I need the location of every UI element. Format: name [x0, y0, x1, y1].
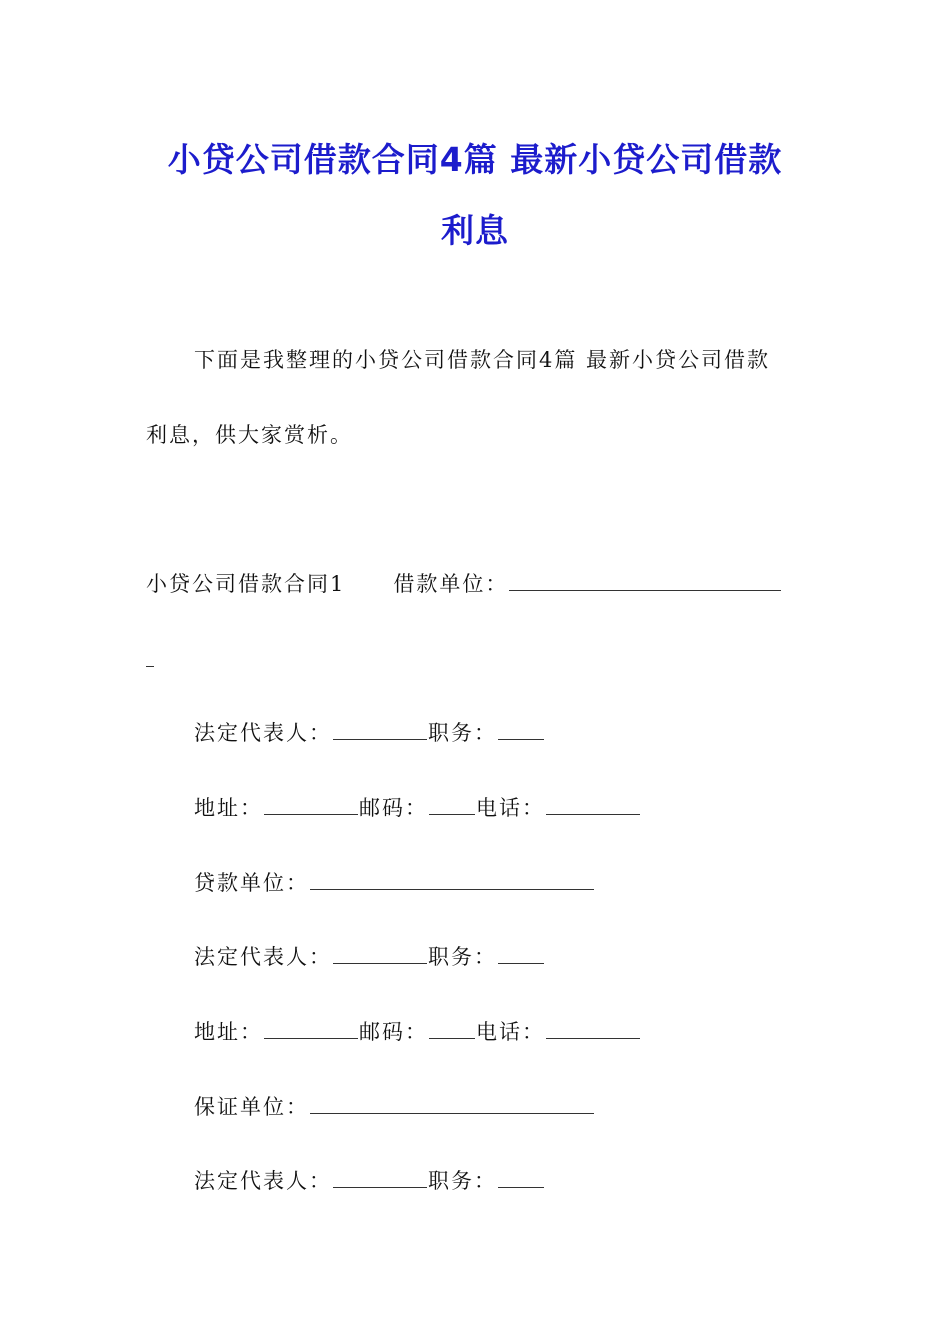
guarantor-legal-rep-row	[194, 1166, 545, 1196]
position-label: 职务：	[428, 1169, 497, 1193]
lender-address-row	[194, 1017, 641, 1047]
phone-label: 电话：	[476, 1020, 545, 1044]
postcode-label: 邮码：	[359, 796, 428, 820]
intro-paragraph-line1: 下面是我整理的小贷公司借款合同4篇 最新小贷公司借款	[194, 348, 771, 372]
address-label: 地址：	[194, 796, 263, 820]
position-blank	[498, 943, 544, 964]
borrower-address-row	[194, 793, 641, 823]
guarantor-blank	[310, 1093, 594, 1114]
phone-label: 电话：	[476, 796, 545, 820]
legal-rep-label: 法定代表人：	[194, 945, 332, 969]
borrower-legal-rep-row	[194, 718, 545, 748]
intro-paragraph-line2: 利息，供大家赏析。	[146, 423, 353, 447]
lender-label: 贷款单位：	[194, 871, 309, 895]
position-blank	[498, 1167, 544, 1188]
lender-row	[194, 868, 595, 898]
phone-blank	[546, 1018, 640, 1039]
postcode-label: 邮码：	[359, 1020, 428, 1044]
document-title-line1: 小贷公司借款合同4篇 最新小贷公司借款	[167, 140, 783, 179]
lender-blank	[310, 869, 594, 890]
lender-legal-rep-row	[194, 942, 545, 972]
address-label: 地址：	[194, 1020, 263, 1044]
borrower-label: 借款单位：	[393, 572, 509, 596]
legal-rep-label: 法定代表人：	[194, 721, 332, 745]
position-blank	[498, 719, 544, 740]
legal-rep-blank	[333, 719, 427, 740]
address-blank	[264, 1018, 358, 1039]
guarantor-label: 保证单位：	[194, 1095, 309, 1119]
position-label: 职务：	[428, 945, 497, 969]
legal-rep-blank	[333, 1167, 427, 1188]
position-label: 职务：	[428, 721, 497, 745]
phone-blank	[546, 794, 640, 815]
document-title-line2: 利息	[441, 211, 509, 250]
legal-rep-blank	[333, 943, 427, 964]
borrower-blank-continuation	[146, 666, 154, 667]
address-blank	[264, 794, 358, 815]
contract-heading: 小贷公司借款合同1	[146, 572, 346, 596]
contract-heading-row	[146, 569, 782, 599]
borrower-blank	[509, 570, 781, 591]
postcode-blank	[429, 794, 475, 815]
postcode-blank	[429, 1018, 475, 1039]
legal-rep-label: 法定代表人：	[194, 1169, 332, 1193]
guarantor-row	[194, 1092, 595, 1122]
